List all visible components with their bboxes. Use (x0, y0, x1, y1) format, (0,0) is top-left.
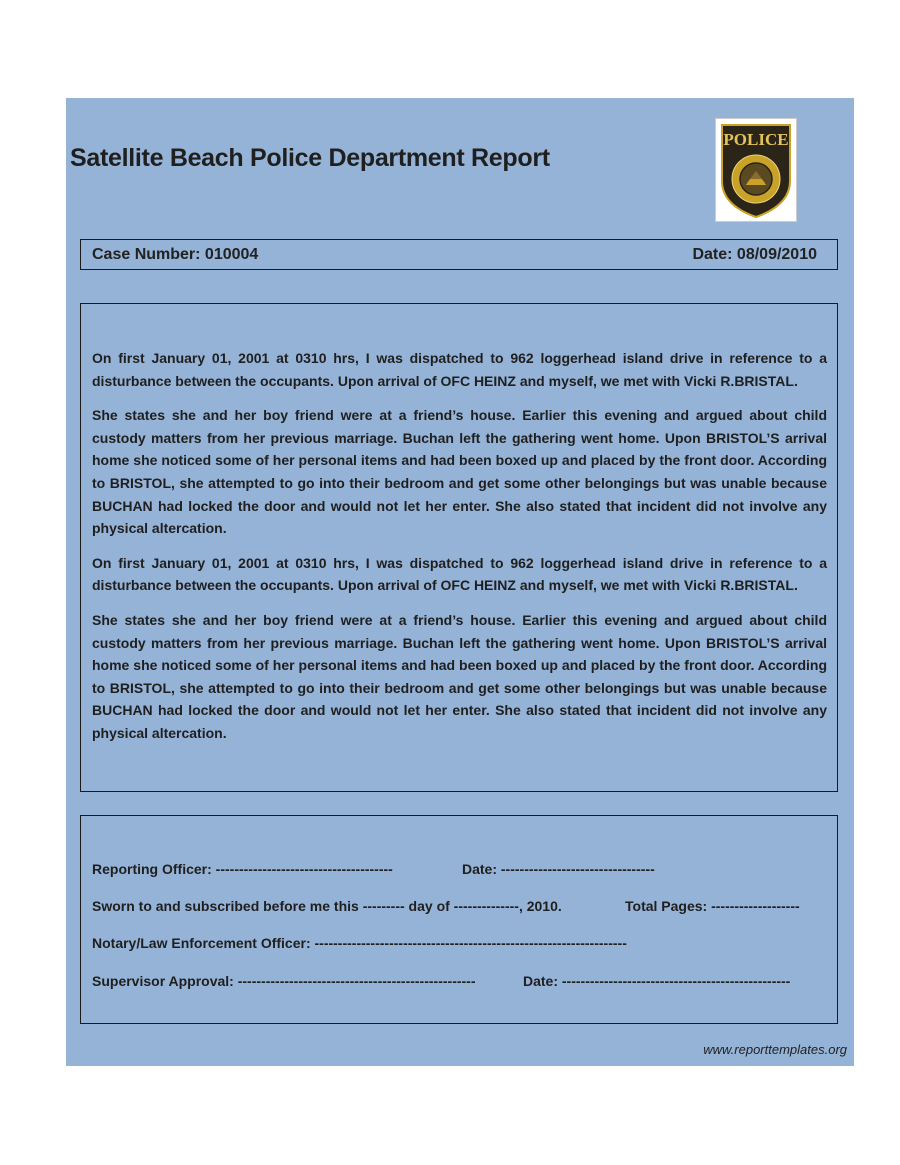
reporting-officer-field[interactable]: Reporting Officer: -------------------------------------- (92, 861, 393, 877)
total-pages-field[interactable]: Total Pages: ------------------- (625, 898, 800, 914)
sworn-line (92, 898, 800, 914)
page-title: Satellite Beach Police Department Report (70, 144, 550, 172)
reporting-date-field[interactable]: Date: --------------------------------- (462, 861, 655, 877)
narrative-paragraph: She states she and her boy friend were at a friend’s house. Earlier this evening and argued about child custody matters from her previous marriage. Buchan left the gathering went home. Upon BRISTOL’S arrival home she noticed some of her personal items and had been boxed up and placed by the front door. According to BRISTOL, she attempted to go into their bedroom and get some other belongings but was unable because BUCHAN had locked the door and would not let her enter. She also stated that incident did not involve any physical altercation. (92, 407, 827, 537)
narrative-paragraph: On first January 01, 2001 at 0310 hrs, I was dispatched to 962 loggerhead island drive in reference to a disturbance between the occupants. Upon arrival of OFC HEINZ and myself, we met with Vicki R.BRISTAL. (92, 554, 827, 594)
narrative-paragraph: On first January 01, 2001 at 0310 hrs, I was dispatched to 962 loggerhead island drive in reference to a disturbance between the occupants. Upon arrival of OFC HEINZ and myself, we met with Vicki R.BRISTAL. (92, 350, 827, 389)
report-page (66, 98, 854, 1066)
case-info-box (80, 239, 838, 270)
case-date: Date: 08/09/2010 (692, 246, 817, 263)
supervisor-date-field[interactable]: Date: ------------------------------------------------- (523, 973, 791, 989)
sworn-field[interactable]: Sworn to and subscribed before me this --------- day of --------------, 2010. (92, 898, 562, 914)
footer-url[interactable]: www.reporttemplates.org (703, 1042, 847, 1057)
supervisor-field[interactable]: Supervisor Approval: --------------------------------------------------- (92, 973, 476, 989)
reporting-officer-line (92, 861, 655, 877)
case-number: Case Number: 010004 (92, 246, 259, 263)
supervisor-line (92, 973, 790, 989)
report-narrative-box (80, 303, 838, 792)
police-badge-icon (716, 119, 796, 221)
badge-text: POLICE (723, 130, 789, 149)
signature-box (80, 815, 838, 1024)
notary-field[interactable]: Notary/Law Enforcement Officer: ------------------------------------------------------------------- (92, 935, 627, 951)
narrative-paragraph: She states she and her boy friend were at a friend’s house. Earlier this evening and argued about child custody matters from her previous marriage. Buchan left the gathering went home. Upon BRISTOL’S arrival home she noticed some of her personal items and had been boxed up and placed by the front door. According to BRISTOL, she attempted to go into their bedroom and get some other belongings but was unable because BUCHAN had locked the door and would not let her enter. She also stated that incident did not involve any physical altercation. (92, 611, 827, 741)
notary-line (92, 935, 627, 951)
police-badge-logo (715, 118, 797, 222)
